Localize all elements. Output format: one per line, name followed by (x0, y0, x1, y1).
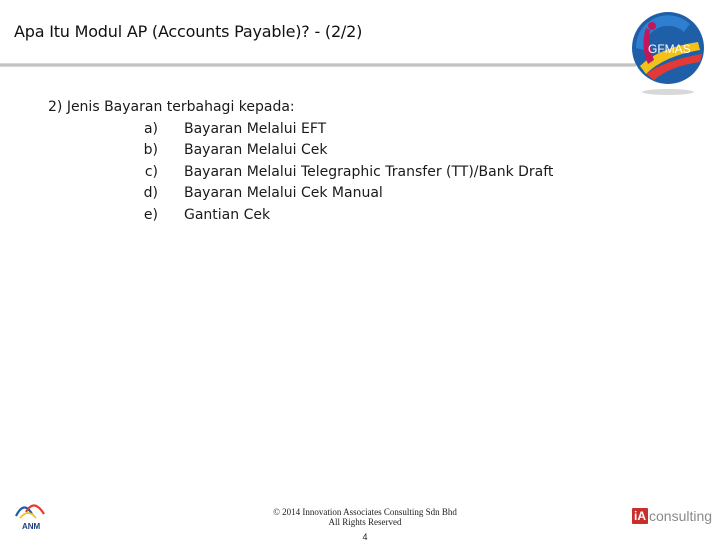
rights-text: All Rights Reserved (328, 517, 402, 527)
list-item-text: Bayaran Melalui Cek (184, 142, 328, 158)
list-marker: a) (143, 120, 158, 137)
list-item (48, 140, 608, 162)
anm-logo (10, 496, 54, 532)
list-marker: c) (144, 163, 158, 180)
ia-consulting-logo (632, 507, 712, 525)
list-item-text: Gantian Cek (184, 206, 271, 223)
footer (230, 507, 500, 542)
list-item-text: Bayaran Melalui Cek Manual (184, 185, 383, 201)
list-item (48, 162, 608, 184)
list-marker: b) (143, 142, 158, 158)
anm-logo-text: ANM (22, 522, 41, 531)
list-item (48, 183, 608, 205)
slide-title: Apa Itu Modul AP (Accounts Payable)? - (2/2) (14, 22, 363, 41)
list-marker: e) (143, 206, 158, 223)
ia-badge: iA (634, 509, 646, 523)
gfmas-logo-text: GFMAS (648, 42, 691, 56)
logo-shadow (642, 89, 694, 95)
content-body (48, 97, 608, 226)
ia-logo-text: consulting (649, 508, 713, 524)
list-marker: d) (143, 185, 158, 201)
list-item-text: Bayaran Melalui EFT (184, 120, 327, 137)
list-item (48, 205, 608, 227)
list-item-text: Bayaran Melalui Telegraphic Transfer (TT)/Bank Draft (184, 163, 554, 180)
list-item (48, 119, 608, 141)
payment-types-intro: 2) Jenis Bayaran terbahagi kepada: (48, 99, 295, 115)
page-number: 4 (362, 532, 368, 542)
gfmas-logo (628, 8, 710, 98)
copyright-text: © 2014 Innovation Associates Consulting Sdn Bhd (273, 507, 457, 517)
title-divider (0, 63, 636, 67)
